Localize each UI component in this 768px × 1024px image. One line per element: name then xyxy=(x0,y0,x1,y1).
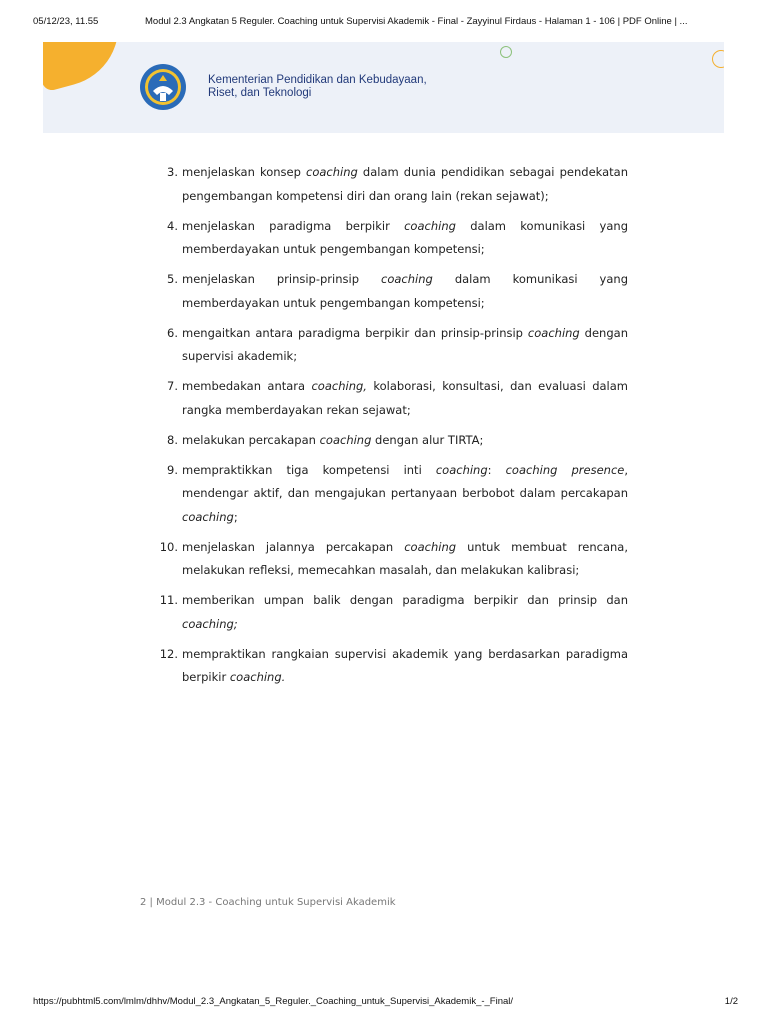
objective-text: melakukan percakapan xyxy=(182,432,320,447)
objective-text: , mendengar aktif, dan mengajukan pertanyaan berbobot dalam percakapan xyxy=(182,462,628,500)
objective-text: untuk membuat rencana, melakukan refleksi, memecahkan masalah, dan melakukan kalibrasi; xyxy=(182,539,628,577)
objective-text: mempraktikkan tiga kompetensi inti xyxy=(182,462,436,477)
objective-number: 5. xyxy=(167,272,178,286)
tut-wuri-handayani-logo-icon xyxy=(139,63,187,111)
objective-text: dengan alur TIRTA; xyxy=(371,432,484,447)
objective-text: dalam komunikasi yang memberdayakan untuk pengembangan kompetensi; xyxy=(182,218,628,256)
print-date: 05/12/23, 11.55 xyxy=(33,16,99,27)
print-url: https://pubhtml5.com/lmlm/dhhv/Modul_2.3_Angkatan_5_Reguler._Coaching_untuk_Supervisi_Akademik_-_Final/ xyxy=(33,996,514,1007)
learning-objectives xyxy=(156,161,628,696)
objective-item xyxy=(156,161,628,208)
objective-text-italic: coaching xyxy=(319,432,372,447)
objective-text-italic: coaching xyxy=(306,165,358,179)
objectives-list xyxy=(156,161,628,690)
ministry-name-line1: Kementerian Pendidikan dan Kebudayaan, xyxy=(208,74,427,86)
objective-text: memberikan umpan balik dengan paradigma berpikir dan prinsip dan xyxy=(182,593,628,607)
objective-text: mempraktikan rangkaian supervisi akademik yang berdasarkan paradigma berpikir xyxy=(182,646,628,684)
objective-text-italic: coaching xyxy=(435,462,488,477)
objective-text: dalam dunia pendidikan sebagai pendekatan pengembangan kompetensi diri dan orang lain (rekan sejawat); xyxy=(182,165,628,203)
objective-text: : xyxy=(487,462,506,477)
objective-text-italic: coaching. xyxy=(229,670,286,684)
page-footer: 2 | Modul 2.3 - Coaching untuk Supervisi Akademik xyxy=(140,897,396,908)
print-header xyxy=(33,16,738,30)
objective-text-italic: coaching; xyxy=(182,616,238,631)
objective-text: kolaborasi, konsultasi, dan evaluasi dalam rangka memberdayakan rekan sejawat; xyxy=(182,379,628,417)
objective-text: ; xyxy=(233,509,238,524)
objective-item xyxy=(156,268,628,315)
objective-number: 3. xyxy=(167,165,178,179)
objective-text: mengaitkan antara paradigma berpikir dan prinsip-prinsip xyxy=(182,325,528,340)
objective-item xyxy=(156,643,628,690)
objective-item xyxy=(156,589,628,636)
objective-text: menjelaskan prinsip-prinsip xyxy=(182,272,382,286)
objective-item xyxy=(156,536,628,583)
objective-item xyxy=(156,429,628,453)
objective-number: 12. xyxy=(159,646,178,661)
objective-text-italic: coaching xyxy=(527,325,580,340)
objective-text: menjelaskan paradigma berpikir xyxy=(182,218,405,233)
objective-number: 8. xyxy=(167,432,178,447)
decorative-blob xyxy=(43,42,132,92)
objective-text-italic: coaching xyxy=(404,218,456,233)
ministry-banner xyxy=(43,42,724,133)
objective-text: menjelaskan jalannya percakapan xyxy=(182,539,405,554)
objective-text-italic: coaching xyxy=(182,509,234,524)
objective-item xyxy=(156,215,628,262)
objective-text-italic: coaching xyxy=(404,539,457,554)
objective-number: 6. xyxy=(167,325,178,340)
print-page-number: 1/2 xyxy=(724,996,738,1007)
objective-text: membedakan antara xyxy=(182,379,312,393)
ministry-name-line2: Riset, dan Teknologi xyxy=(208,87,312,99)
objective-number: 4. xyxy=(167,218,178,233)
decorative-ring xyxy=(500,46,512,58)
objective-text: dalam komunikasi yang memberdayakan untuk pengembangan kompetensi; xyxy=(182,272,629,310)
decorative-ring xyxy=(712,50,724,68)
objective-text-italic: coaching presence xyxy=(505,462,625,477)
objective-item xyxy=(156,375,628,422)
print-page-title: Modul 2.3 Angkatan 5 Reguler. Coaching untuk Supervisi Akademik - Final - Zayyinul Firdaus - Halaman 1 - 106 | PDF Online | ... xyxy=(145,16,688,27)
objective-number: 11. xyxy=(159,593,178,607)
objective-text-italic: coaching, xyxy=(311,379,367,393)
objective-number: 7. xyxy=(167,379,178,393)
objective-text: dengan supervisi akademik; xyxy=(182,325,628,363)
objective-number: 10. xyxy=(159,539,178,554)
objective-text: menjelaskan konsep xyxy=(182,165,306,179)
objective-item xyxy=(156,459,628,530)
objective-text-italic: coaching xyxy=(381,272,433,286)
objective-item xyxy=(156,322,628,369)
objective-number: 9. xyxy=(167,462,178,477)
ministry-name xyxy=(208,74,427,100)
